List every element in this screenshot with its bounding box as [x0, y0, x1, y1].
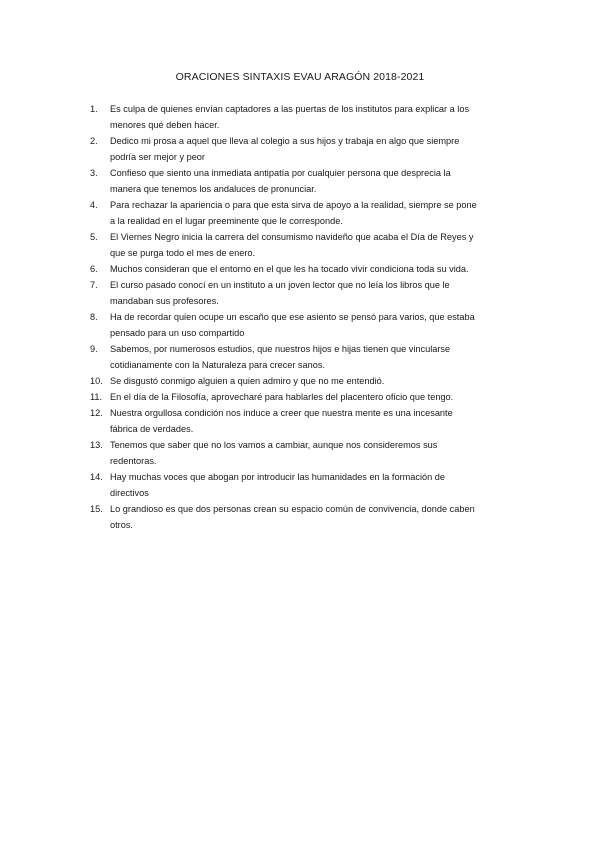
item-number: 2. [90, 136, 98, 146]
item-text-line: Sabemos, por numerosos estudios, que nuestros hijos e hijas tienen que vincularse [110, 344, 451, 354]
item-text-line: El curso pasado conocí en un instituto a un joven lector que no leía los libros que le [110, 280, 450, 290]
list-item [90, 309, 530, 341]
item-number: 5. [90, 232, 98, 242]
item-text-line: El Viernes Negro inicia la carrera del consumismo navideño que acaba el Día de Reyes y [110, 232, 474, 242]
list-item [90, 405, 530, 437]
item-number: 6. [90, 264, 98, 274]
list-item [90, 277, 530, 309]
list-item [90, 373, 530, 389]
list-item [90, 101, 530, 133]
item-text-line: pensado para un uso compartido [110, 328, 245, 338]
item-number: 3. [90, 168, 98, 178]
item-text-line: Es culpa de quienes envían captadores a las puertas de los institutos para explicar a los [110, 104, 470, 114]
item-number: 12. [90, 408, 103, 418]
item-text-line: En el día de la Filosofía, aprovecharé para hablarles del placentero oficio que tengo. [110, 392, 454, 402]
item-number: 7. [90, 280, 98, 290]
item-text-line: manera que tenemos los andaluces de pronunciar. [110, 184, 317, 194]
item-number: 13. [90, 440, 103, 450]
list-item [90, 469, 530, 501]
list-item [90, 501, 530, 533]
list-item [90, 133, 530, 165]
item-text-line: otros. [110, 520, 133, 530]
sentence-list [90, 101, 530, 533]
list-item [90, 165, 530, 197]
item-number: 1. [90, 104, 98, 114]
item-number: 11. [90, 392, 103, 402]
item-text-line: Tenemos que saber que no los vamos a cambiar, aunque nos consideremos sus [110, 440, 438, 450]
item-text-line: podría ser mejor y peor [110, 152, 205, 162]
item-text-line: cotidianamente con la Naturaleza para crecer sanos. [110, 360, 326, 370]
item-text-line: fábrica de verdades. [110, 424, 194, 434]
item-text-line: Muchos consideran que el entorno en el que les ha tocado vivir condiciona toda su vida. [110, 264, 469, 274]
list-item [90, 229, 530, 261]
item-text-line: Dedico mi prosa a aquel que lleva al colegio a sus hijos y trabaja en algo que siempre [110, 136, 460, 146]
item-text-line: Hay muchas voces que abogan por introducir las humanidades en la formación de [110, 472, 446, 482]
item-number: 14. [90, 472, 103, 482]
item-text-line: menores qué deben hacer. [110, 120, 220, 130]
document-title: ORACIONES SINTAXIS EVAU ARAGÓN 2018-2021 [175, 71, 425, 83]
item-number: 4. [90, 200, 98, 210]
item-number: 8. [90, 312, 98, 322]
item-number: 9. [90, 344, 98, 354]
item-text-line: a la realidad en el lugar preeminente que le corresponde. [110, 216, 343, 226]
item-text-line: Lo grandioso es que dos personas crean su espacio común de convivencia, donde caben [110, 504, 475, 514]
item-text-line: Confieso que siento una inmediata antipatía por cualquier persona que desprecia la [110, 168, 451, 178]
list-item [90, 197, 530, 229]
item-text-line: Se disgustó conmigo alguien a quien admiro y que no me entendió. [110, 376, 385, 386]
item-text-line: Nuestra orgullosa condición nos induce a creer que nuestra mente es una incesante [110, 408, 453, 418]
list-item [90, 437, 530, 469]
list-item [90, 389, 530, 405]
item-text-line: Ha de recordar quien ocupe un escaño que ese asiento se pensó para varios, que estaba [110, 312, 475, 322]
item-text-line: Para rechazar la apariencia o para que esta sirva de apoyo a la realidad, siempre se pone [110, 200, 477, 210]
item-number: 10. [90, 376, 103, 386]
item-text-line: directivos [110, 488, 149, 498]
item-text-line: que se purga todo el mes de enero. [110, 248, 256, 258]
list-item [90, 261, 530, 277]
item-text-line: mandaban sus profesores. [110, 296, 219, 306]
list-item [90, 341, 530, 373]
item-text-line: redentoras. [110, 456, 157, 466]
item-number: 15. [90, 504, 103, 514]
